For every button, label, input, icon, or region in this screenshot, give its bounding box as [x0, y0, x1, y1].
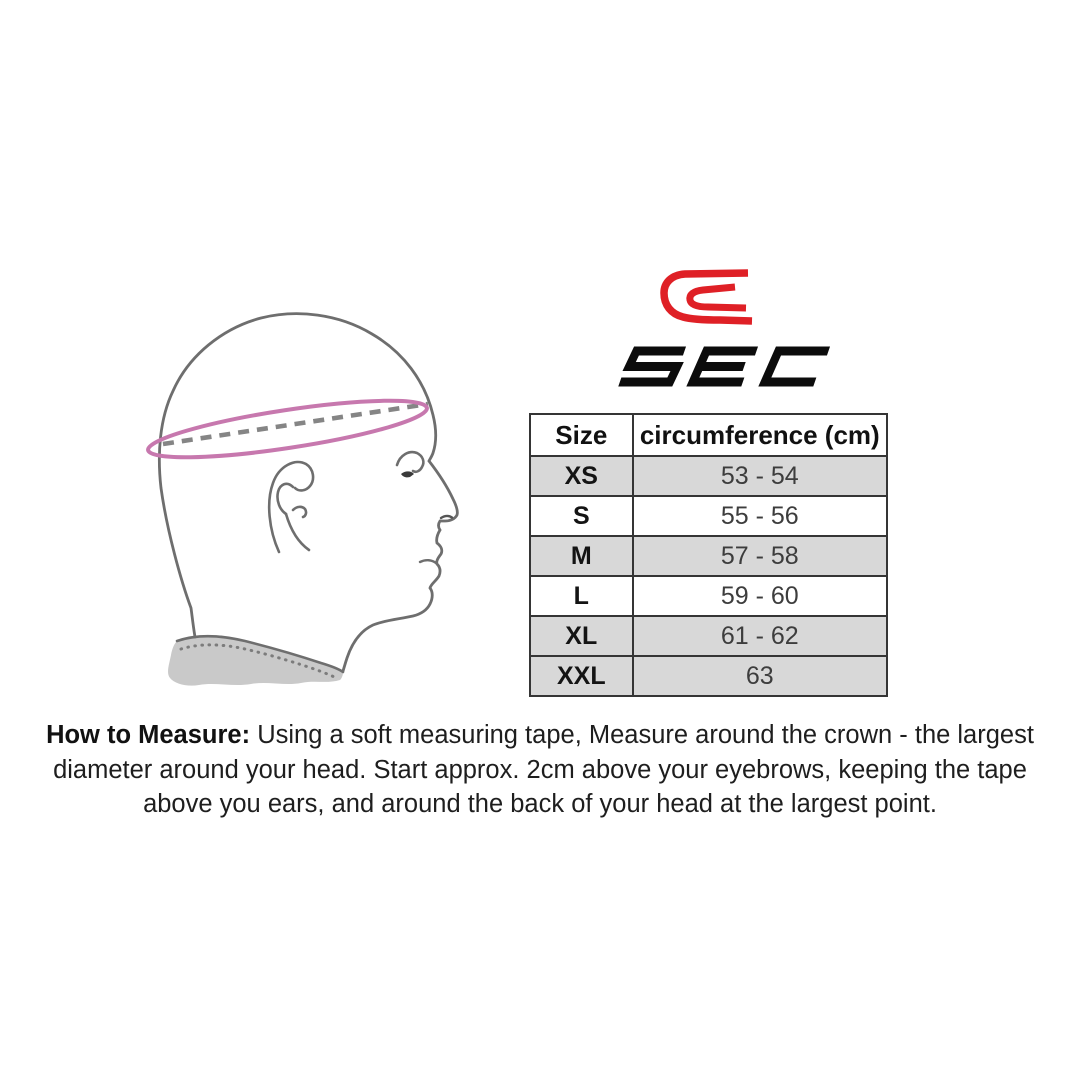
instructions-line-3: above you ears, and around the back of your head at the largest point. [143, 790, 937, 818]
table-row-s [530, 496, 887, 536]
instructions-line-2: diameter around your head. Start approx. 2cm above your eyebrows, keeping the tape [53, 755, 1027, 784]
head-measurement-diagram [145, 303, 511, 705]
wordmark-letter-s [620, 351, 685, 382]
circumference-value: 55 - 56 [633, 496, 887, 536]
table-row-xl [530, 616, 887, 656]
eyebrow-sketch [397, 452, 423, 472]
ear-sketch [269, 462, 313, 552]
size-label: S [530, 496, 633, 536]
circumference-value: 53 - 54 [633, 456, 887, 496]
sec-wordmark [600, 335, 830, 405]
instructions-text-1: Using a soft measuring tape, Measure around the crown - the largest [257, 721, 1034, 749]
nostril-sketch [441, 516, 452, 518]
size-label: XL [530, 616, 633, 656]
circumference-value: 57 - 58 [633, 536, 887, 576]
circumference-value: 63 [633, 656, 887, 696]
eye-sketch [401, 471, 414, 477]
table-row-l [530, 576, 887, 616]
size-label: XS [530, 456, 633, 496]
instructions-line-1 [0, 718, 1080, 753]
circumference-column-header: circumference (cm) [633, 414, 887, 456]
how-to-measure-instructions [0, 718, 1080, 822]
wordmark-letter-c [765, 351, 829, 382]
sec-monogram-icon [645, 258, 780, 343]
instructions-heading: How to Measure: [46, 721, 251, 749]
size-table [529, 413, 888, 697]
mouth-sketch [420, 560, 436, 563]
table-row-m [530, 536, 887, 576]
circumference-value: 61 - 62 [633, 616, 887, 656]
table-row-xxl [530, 656, 887, 696]
table-row-xs [530, 456, 887, 496]
size-column-header: Size [530, 414, 633, 456]
circumference-value: 59 - 60 [633, 576, 887, 616]
size-label: XXL [530, 656, 633, 696]
size-label: M [530, 536, 633, 576]
size-table-header-row [530, 414, 887, 456]
measuring-tape-ellipse [145, 389, 430, 469]
size-label: L [530, 576, 633, 616]
head-outline [159, 314, 457, 671]
